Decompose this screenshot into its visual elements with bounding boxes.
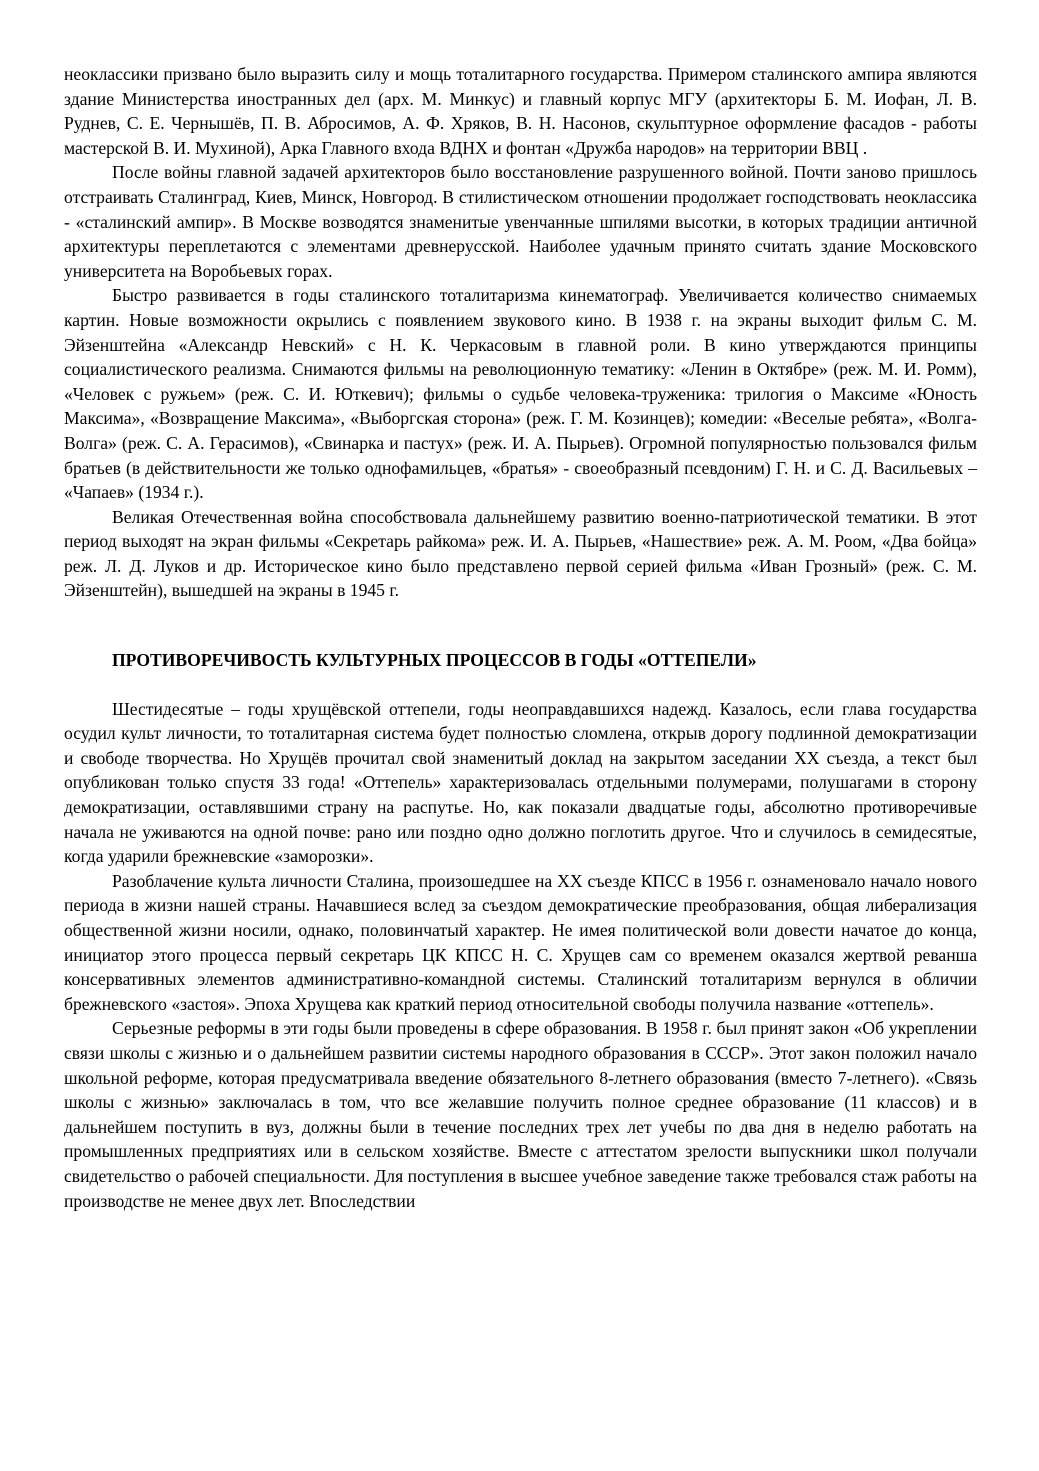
paragraph-denunciation: Разоблачение культа личности Сталина, произошедшее на XX съезде КПСС в 1956 г. ознаменовало начало нового периода в жизни нашей страны. Начавшиеся вслед за съездом демократические преобразования, общая либерализация общественной жизни носили, однако, половинчатый характер. Не имея политической воли довести начатое до конца, инициатор этого процесса первый секретарь ЦК КПСС Н. С. Хрущев сам со временем оказался жертвой реванша консервативных элементов административно-командной системы. Сталинский тоталитаризм вернулся в обличии брежневского «застоя». Эпоха Хрущева как краткий период относительной свободы получила название «оттепель».: [64, 870, 977, 1014]
document-page: [64, 62, 977, 1213]
paragraph-sixties: Шестидесятые – годы хрущёвской оттепели, годы неоправдавшихся надежд. Казалось, если глава государства осудил культ личности, то тоталитарная система будет полностью сломлена, открыв дорогу подлинной демократизации и свободе творчества. Но Хрущёв прочитал свой знаменитый доклад на закрытом заседании XX съезда, а текст был опубликован только спустя 33 года! «Оттепель» характеризовалась отдельными полумерами, полушагами в сторону демократизации, оставлявшими страну на распутье. Но, как показали двадцатые годы, абсолютно противоречивые начала не уживаются на одной почве: рано или поздно одно должно поглотить другое. Что и случилось в семидесятые, когда ударили брежневские «заморозки».: [64, 698, 977, 867]
paragraph-postwar-architecture: После войны главной задачей архитекторов было восстановление разрушенного войной. Почти заново пришлось отстраивать Сталинград, Киев, Минск, Новгород. В стилистическом отношении продолжает господствовать неоклассика - «сталинский ампир». В Москве возводятся знаменитые увенчанные шпилями высотки, в которых традиции античной архитектуры переплетаются с элементами древнерусской. Наиболее удачным принято считать здание Московского университета на Воробьевых горах.: [64, 162, 977, 281]
heading-spacer: [64, 673, 977, 697]
paragraph-education-reform: Серьезные реформы в эти годы были проведены в сфере образования. В 1958 г. был принят закон «Об укреплении связи школы с жизнью и о дальнейшем развитии системы народного образования в СССР». Этот закон положил начало школьной реформе, которая предусматривала введение обязательного 8-летнего образования (вместо 7-летнего). «Связь школы с жизнью» заключалась в том, что все желавшие получить полное среднее образование (11 классов) и в дальнейшем поступить в вуз, должны были в течение последних трех лет учебы по два дня в неделю работать на промышленных предприятиях или в сельском хозяйстве. Вместе с аттестатом зрелости выпускники школ получали свидетельство о рабочей специальности. Для поступления в высшее учебное заведение также требовался стаж работы на производстве не менее двух лет. Впоследствии: [64, 1018, 977, 1211]
paragraph-cinema: Быстро развивается в годы сталинского тоталитаризма кинематограф. Увеличивается количество снимаемых картин. Новые возможности окрылись с появлением звукового кино. В 1938 г. на экраны выходит фильм С. М. Эйзенштейна «Александр Невский» с Н. К. Черкасовым в главной роли. В кино утверждаются принципы социалистического реализма. Снимаются фильмы на революционную тематику: «Ленин в Октябре» (реж. М. И. Ромм), «Человек с ружьем» (реж. С. И. Юткевич); фильмы о судьбе человека-труженика: трилогия о Максиме «Юность Максима», «Возвращение Максима», «Выборгская сторона» (реж. Г. М. Козинцев); комедии: «Веселые ребята», «Волга-Волга» (реж. С. А. Герасимов), «Свинарка и пастух» (реж. И. А. Пырьев). Огромной популярностью пользовался фильм братьев (в действительности же только однофамильцев, «братья» - своеобразный псевдоним) Г. Н. и С. Д. Васильевых – «Чапаев» (1934 г.).: [64, 285, 977, 503]
section-spacer: [64, 603, 977, 648]
paragraph-war-cinema: Великая Отечественная война способствовала дальнейшему развитию военно-патриотической тематики. В этот период выходят на экран фильмы «Секретарь райкома» реж. И. А. Пырьев, «Нашествие» реж. А. М. Роом, «Два бойца» реж. Л. Д. Луков и др. Историческое кино было представлено первой серией фильма «Иван Грозный» (реж. С. М. Эйзенштейн), вышедшей на экраны в 1945 г.: [64, 506, 977, 601]
section-heading: ПРОТИВОРЕЧИВОСТЬ КУЛЬТУРНЫХ ПРОЦЕССОВ В ГОДЫ «ОТТЕПЕЛИ»: [112, 650, 757, 671]
paragraph-neoclassicism: неоклассики призвано было выразить силу и мощь тоталитарного государства. Примером сталинского ампира являются здание Министерства иностранных дел (арх. М. Минкус) и главный корпус МГУ (архитекторы Б. М. Иофан, Л. В. Руднев, С. Е. Чернышёв, П. В. Абросимов, А. Ф. Хряков, В. Н. Насонов, скульптурное оформление фасадов - работы мастерской В. И. Мухиной), Арка Главного входа ВДНХ и фонтан «Дружба народов» на территории ВВЦ .: [64, 64, 977, 158]
